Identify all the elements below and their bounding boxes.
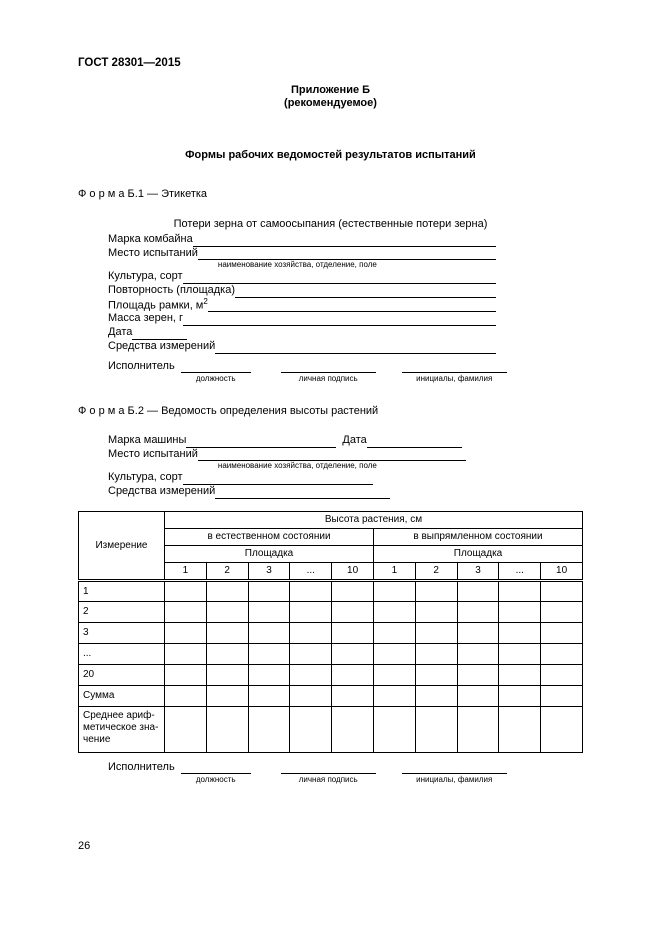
empty-cell [248,644,290,665]
empty-cell [373,665,415,686]
site-header: Площадка [373,546,582,563]
field-instruments [108,340,496,354]
row-label-line: Среднее ариф- [83,710,155,721]
signature-line [281,360,376,373]
empty-cell [373,623,415,644]
empty-cell [165,581,207,602]
row-label: 2 [79,602,165,623]
form-b2-title: Ф о р м а Б.2 — Ведомость определения высоты растений [78,405,379,417]
empty-cell [290,623,332,644]
field-culture [108,471,583,485]
field-label: Место испытаний [108,247,198,259]
empty-cell [165,665,207,686]
fill-line [235,285,496,298]
form-b2-fields [108,434,583,499]
empty-cell [290,581,332,602]
empty-cell [332,581,374,602]
fill-line [186,435,336,448]
col-header: ... [499,563,541,581]
field-culture [108,270,496,284]
empty-cell [290,644,332,665]
forms-heading: Формы рабочих ведомостей результатов испытаний [185,149,476,161]
empty-cell [206,581,248,602]
empty-cell [457,602,499,623]
field-label [108,298,208,312]
empty-cell [373,602,415,623]
fill-line [193,234,496,247]
executor-label: Исполнитель [108,360,175,372]
empty-cell [248,686,290,707]
col-header: 3 [248,563,290,581]
empty-cell [499,581,541,602]
signature-line [402,360,507,373]
signature-caption: инициалы, фамилия [416,775,493,784]
empty-cell [415,644,457,665]
empty-cell [248,581,290,602]
field-label: Средства измерений [108,340,216,352]
empty-cell [415,623,457,644]
page-number: 26 [78,840,91,852]
field-label: Культура, сорт [108,270,183,282]
empty-cell [206,686,248,707]
form-b1-subtitle: Потери зерна от самоосыпания (естественные потери зерна) [173,218,488,230]
signature-line [181,360,251,373]
empty-cell [541,686,583,707]
empty-cell [373,644,415,665]
table-row [79,581,583,602]
superscript: 2 [203,297,208,306]
field-label: Марка комбайна [108,233,193,245]
row-label-line: чение [83,734,111,745]
empty-cell [457,644,499,665]
empty-cell [541,581,583,602]
empty-cell [499,602,541,623]
fill-line [183,271,497,284]
empty-cell [206,623,248,644]
col-header: 3 [457,563,499,581]
signature-line [402,761,507,774]
field-label: Дата [108,326,133,338]
col-header: ... [290,563,332,581]
field-instruments [108,485,583,499]
signature-caption: инициалы, фамилия [416,374,493,383]
row-label: Сумма [79,686,165,707]
col-header: 10 [332,563,374,581]
empty-cell [248,623,290,644]
fill-line [132,327,187,340]
empty-cell [415,602,457,623]
empty-cell [206,602,248,623]
field-label: Место испытаний [108,448,198,460]
empty-cell [332,644,374,665]
empty-cell [165,707,207,753]
field-label: Повторность (площадка) [108,284,235,296]
empty-cell [415,665,457,686]
height-measure-table [78,511,583,753]
row-label: ... [79,644,165,665]
empty-cell [290,686,332,707]
empty-cell [457,581,499,602]
empty-cell [541,644,583,665]
field-machine [108,434,583,448]
field-label: Масса зерен, г [108,312,184,324]
empty-cell [165,602,207,623]
empty-cell [457,686,499,707]
empty-cell [499,707,541,753]
fill-line [198,247,496,260]
empty-cell [290,665,332,686]
empty-cell [457,707,499,753]
field-grain-mass [108,312,496,326]
field-combine [108,233,496,247]
empty-cell [165,686,207,707]
signature-caption: должность [195,374,236,383]
col-header: 2 [206,563,248,581]
appendix-title: Приложение Б [290,84,371,96]
empty-cell [248,602,290,623]
empty-cell [373,581,415,602]
empty-cell [165,644,207,665]
table-row [79,644,583,665]
empty-cell [206,644,248,665]
site-header: Площадка [165,546,374,563]
fill-line [215,341,496,354]
group-header-straightened: в выпрямленном состоянии [373,529,582,546]
field-test-place [108,448,583,471]
field-label: Культура, сорт [108,471,183,483]
field-test-place [108,247,496,270]
empty-cell [457,665,499,686]
row-label [79,707,165,753]
doc-number: ГОСТ 28301—2015 [78,57,181,69]
empty-cell [541,602,583,623]
executor-row-b1 [108,360,583,383]
col-header: 10 [541,563,583,581]
table-row [79,686,583,707]
row-label-line: метическое зна- [83,722,159,733]
row-label: 20 [79,665,165,686]
table-top-header: Высота растения, см [165,512,583,529]
empty-cell [248,665,290,686]
table-row [79,665,583,686]
empty-cell [332,665,374,686]
empty-cell [290,602,332,623]
empty-cell [415,686,457,707]
empty-cell [541,707,583,753]
empty-cell [415,707,457,753]
empty-cell [332,686,374,707]
form-b1-title: Ф о р м а Б.1 — Этикетка [78,188,208,200]
empty-cell [290,707,332,753]
fill-line [215,486,390,499]
page-content [78,84,583,784]
empty-cell [332,602,374,623]
fill-line [183,472,373,485]
empty-cell [332,623,374,644]
signature-line [281,761,376,774]
signature-caption: личная подпись [298,374,358,383]
field-date [108,326,496,340]
field-frame-area [108,298,496,312]
measure-column-header: Измерение [79,512,165,581]
field-label-text: Площадь рамки, м [108,299,204,312]
signature-line [181,761,251,774]
empty-cell [206,707,248,753]
empty-cell [373,686,415,707]
field-label: Средства измерений [108,485,216,497]
signature-caption: личная подпись [298,775,358,784]
col-header: 2 [415,563,457,581]
fill-line [198,448,466,461]
fill-line [367,435,462,448]
signature-caption: должность [195,775,236,784]
appendix-note: (рекомендуемое) [284,97,377,109]
group-header-natural: в естественном состоянии [165,529,374,546]
fill-line [183,313,496,326]
field-label: Марка машины [108,434,187,446]
executor-row-b2 [108,761,583,784]
empty-cell [499,686,541,707]
table-row [79,602,583,623]
executor-label: Исполнитель [108,761,175,773]
empty-cell [206,665,248,686]
fill-line [208,299,496,312]
empty-cell [332,707,374,753]
empty-cell [165,623,207,644]
field-note: наименование хозяйства, отделение, поле [217,260,377,269]
empty-cell [499,623,541,644]
form-b1-fields [108,233,496,354]
col-header: 1 [165,563,207,581]
col-header: 1 [373,563,415,581]
empty-cell [248,707,290,753]
row-label: 3 [79,623,165,644]
empty-cell [457,623,499,644]
table-row [79,623,583,644]
empty-cell [541,665,583,686]
empty-cell [373,707,415,753]
table-row-average [79,707,583,753]
field-note: наименование хозяйства, отделение, поле [217,461,377,470]
field-repetition [108,284,496,298]
empty-cell [499,644,541,665]
field-label: Дата [342,434,367,446]
empty-cell [415,581,457,602]
empty-cell [541,623,583,644]
empty-cell [499,665,541,686]
row-label: 1 [79,581,165,602]
